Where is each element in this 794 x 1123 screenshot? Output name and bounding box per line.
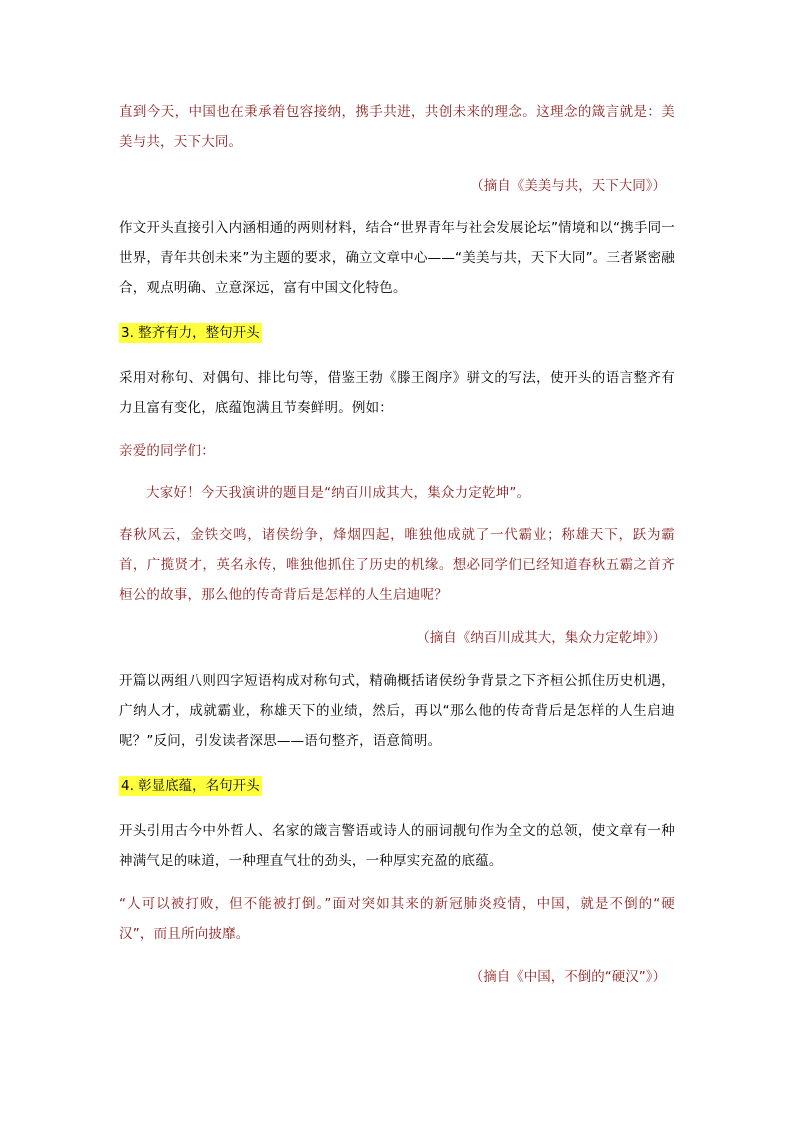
speech-intro: 大家好！今天我演讲的题目是“纳百川成其大，集众力定乾坤”。 xyxy=(146,485,531,501)
method-paragraph-3: 采用对称句、对偶句、排比句等，借鉴王勃《滕王阁序》骈文的写法，使开头的语言整齐有力且富有变化，底蕴饱满且节奏鲜明。例如： xyxy=(119,370,675,416)
analysis-paragraph-2: 开篇以两组八则四字短语构成对称句式，精确概括诸侯纷争背景之下齐桓公抓住历史机遇，广纳人才，成就霸业，称雄天下的业绩，然后，再以“那么他的传奇背后是怎样的人生启迪呢？”反问，引发读者深思——语句整齐，语意简明。 xyxy=(119,673,675,749)
example-paragraph-3: “人可以被打败，但不能被打倒。”面对突如其来的新冠肺炎疫情，中国，就是不倒的“硬汉”，而且所向披靡。 xyxy=(119,896,675,942)
speech-greeting: 亲爱的同学们： xyxy=(119,443,215,459)
source-citation-1: （摘自《美美与共，天下大同》） xyxy=(470,178,666,194)
example-paragraph-1: 直到今天，中国也在秉承着包容接纳，携手共进，共创未来的理念。这理念的箴言就是：美美与共，天下大同。 xyxy=(119,104,675,150)
example-paragraph-2: 春秋风云，金铁交鸣，诸侯纷争，烽烟四起，唯独他成就了一代霸业；称雄天下，跃为霸首，广揽贤才，英名永传，唯独他抓住了历史的机缘。想必同学们已经知道春秋五霸之首齐桓公的故事，那么他的传奇背后是怎样的人生启迪呢？ xyxy=(119,527,675,603)
section-heading-4: 4. 彰显底蕴，名句开头 xyxy=(121,778,260,794)
source-citation-3: （摘自《中国，不倒的“硬汉”》） xyxy=(469,969,666,985)
method-paragraph-4: 开头引用古今中外哲人、名家的箴言警语或诗人的丽词靓句作为全文的总领，使文章有一种神满气足的味道，一种理直气壮的劲头，一种厚实充盈的底蕴。 xyxy=(119,823,675,869)
source-citation-2: （摘自《纳百川成其大，集众力定乾坤》） xyxy=(416,630,666,646)
section-heading-3: 3. 整齐有力，整句开头 xyxy=(121,325,260,341)
analysis-paragraph-1: 作文开头直接引入内涵相通的两则材料，结合“世界青年与社会发展论坛”情境和以“携手同一世界，青年共创未来”为主题的要求，确立文章中心——“美美与共，天下大同”。三者紧密融合，观点明确、立意深远，富有中国文化特色。 xyxy=(119,220,675,296)
